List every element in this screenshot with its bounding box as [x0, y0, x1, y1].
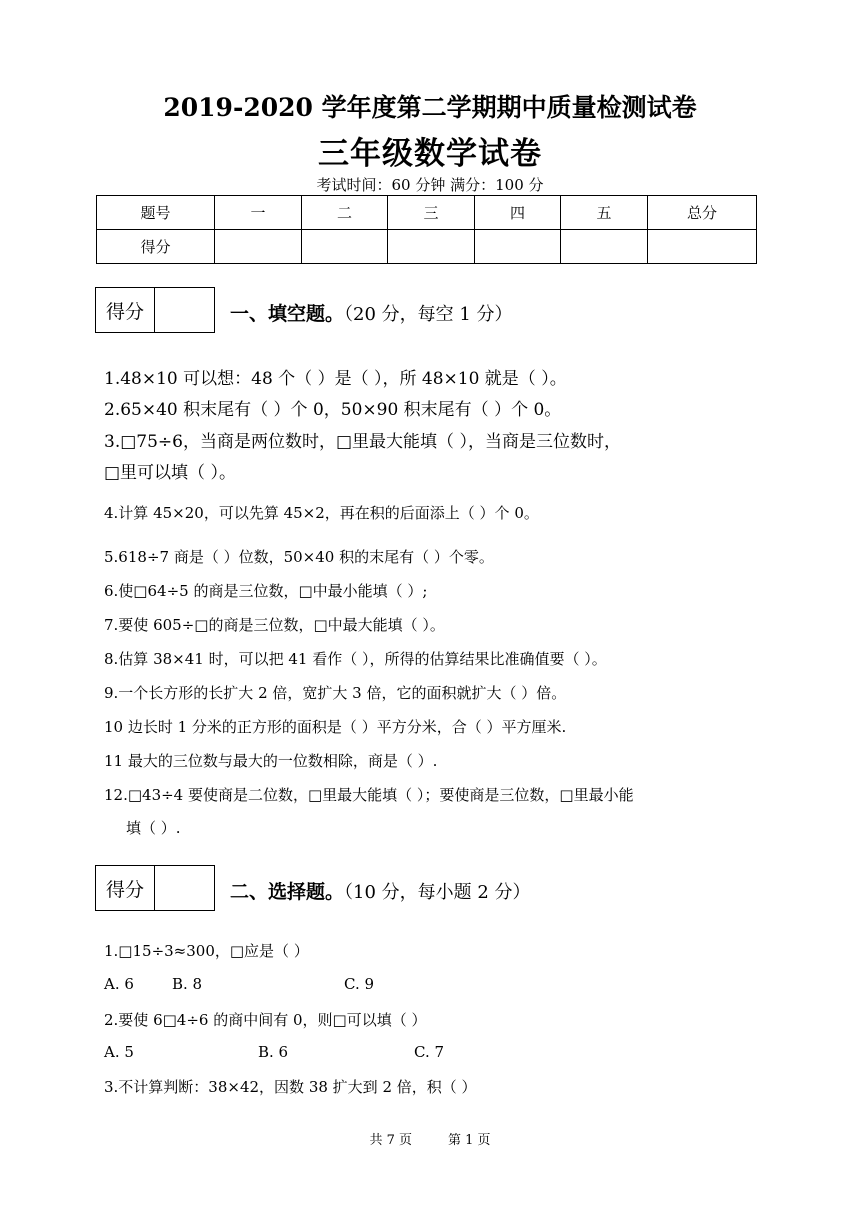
section2-title: 二、选择题。	[230, 881, 345, 903]
question-1-3-cont: □里可以填（ ）。	[104, 463, 236, 483]
section2-score-blank	[155, 866, 214, 910]
question-2-2-option-b: B. 6	[258, 1043, 289, 1061]
exam-info: 考试时间：60 分钟 满分：100 分	[316, 176, 544, 194]
page-footer	[0, 1129, 860, 1148]
section1-title: 一、填空题。	[230, 303, 345, 325]
section1-score-label: 得分	[96, 288, 155, 332]
section1-heading	[230, 299, 513, 326]
section1-note: （20 分，每空 1 分）	[344, 304, 513, 325]
score-cell	[648, 230, 757, 264]
section2-note: （10 分，每小题 2 分）	[344, 882, 531, 903]
exam-title: 2019-2020 学年度第二学期期中质量检测试卷	[163, 93, 697, 122]
question-1-11: 11 最大的三位数与最大的一位数相除，商是（ ）.	[104, 752, 438, 770]
question-1-4: 4.计算 45×20，可以先算 45×2，再在积的后面添上（ ）个 0。	[104, 504, 539, 522]
question-2-2: 2.要使 6□4÷6 的商中间有 0，则□可以填（ ）	[104, 1011, 427, 1029]
question-2-1: 1.□15÷3≈300，□应是（ ）	[104, 942, 309, 960]
section1-score-blank	[155, 288, 214, 332]
score-header-cell: 题号	[97, 196, 215, 230]
score-table-header-row	[97, 196, 757, 230]
score-header-cell: 总分	[648, 196, 757, 230]
question-1-12-cont: 填（ ）.	[126, 819, 181, 837]
question-1-8: 8.估算 38×41 时，可以把 41 看作（ ），所得的估算结果比准确值要（ ）。	[104, 650, 607, 668]
question-1-10: 10 边长时 1 分米的正方形的面积是（ ）平方分米，合（ ）平方厘米.	[104, 718, 567, 736]
score-cell	[561, 230, 648, 264]
score-table-score-row	[97, 230, 757, 264]
question-1-3: 3.□75÷6，当商是两位数时，□里最大能填（ ），当商是三位数时，	[104, 432, 621, 452]
score-header-cell: 四	[475, 196, 561, 230]
question-1-12: 12.□43÷4 要使商是二位数，□里最大能填（ ）；要使商是三位数，□里最小能	[104, 786, 634, 804]
section2-score-box	[95, 865, 215, 911]
score-header-cell: 三	[388, 196, 475, 230]
section2-heading	[230, 877, 531, 904]
question-2-1-option-b: B. 8	[172, 975, 203, 993]
question-1-1: 1.48×10 可以想：48 个（ ）是（ ），所 48×10 就是（ ）。	[104, 369, 567, 389]
score-cell	[215, 230, 302, 264]
question-1-6: 6.使□64÷5 的商是三位数，□中最小能填（ ）;	[104, 582, 428, 600]
score-cell	[302, 230, 388, 264]
question-2-1-option-c: C. 9	[344, 975, 375, 993]
total-pages: 共 7 页	[369, 1133, 412, 1148]
question-1-5: 5.618÷7 商是（ ）位数，50×40 积的末尾有（ ）个零。	[104, 548, 494, 566]
question-1-2: 2.65×40 积末尾有（ ）个 0，50×90 积末尾有（ ）个 0。	[104, 400, 562, 420]
section1-score-box	[95, 287, 215, 333]
score-header-cell: 二	[302, 196, 388, 230]
section2-score-label: 得分	[96, 866, 155, 910]
score-header-cell: 五	[561, 196, 648, 230]
exam-subtitle: 三年级数学试卷	[318, 136, 542, 172]
score-table	[96, 195, 757, 264]
question-2-2-option-a: A. 5	[104, 1043, 134, 1061]
question-2-1-option-a: A. 6	[104, 975, 134, 993]
question-2-2-option-c: C. 7	[414, 1043, 445, 1061]
question-2-3: 3.不计算判断：38×42，因数 38 扩大到 2 倍，积（ ）	[104, 1078, 477, 1096]
score-cell	[475, 230, 561, 264]
question-1-7: 7.要使 605÷□的商是三位数，□中最大能填（ ）。	[104, 616, 445, 634]
question-1-9: 9.一个长方形的长扩大 2 倍，宽扩大 3 倍，它的面积就扩大（ ）倍。	[104, 684, 567, 702]
score-row-label: 得分	[97, 230, 215, 264]
score-header-cell: 一	[215, 196, 302, 230]
score-cell	[388, 230, 475, 264]
current-page: 第 1 页	[448, 1133, 491, 1148]
